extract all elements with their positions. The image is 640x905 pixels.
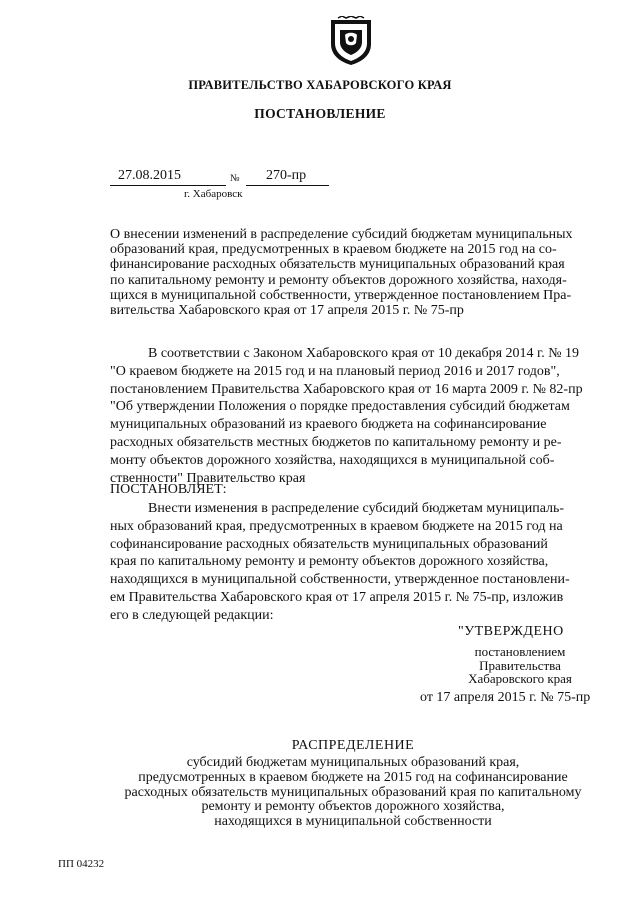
resolution-body bbox=[110, 500, 606, 625]
distribution-line: находящихся в муниципальной собственности bbox=[214, 814, 492, 830]
subject-line: финансирование расходных обязательств муниципальных образований края bbox=[110, 257, 565, 273]
approval-line: постановлением bbox=[474, 644, 566, 659]
preamble-line: "Об утверждении Положения о порядке предоставления субсидий бюджетам bbox=[110, 399, 570, 415]
approval-title: "УТВЕРЖДЕНО bbox=[458, 624, 564, 639]
document-date: 27.08.2015 bbox=[118, 168, 181, 183]
preamble-line: муниципальных образований из краевого бюджета на софинансирование bbox=[110, 417, 547, 433]
body-line: Внести изменения в распределение субсидий бюджетам муниципаль- bbox=[148, 501, 565, 516]
body-line: находящихся в муниципальной собственности, утвержденное постановлени- bbox=[110, 572, 570, 588]
distribution-subtitle bbox=[0, 756, 640, 830]
distribution-line: ремонту и ремонту объектов дорожного хозяйства, bbox=[201, 799, 505, 815]
document-number: 270-пр bbox=[266, 168, 307, 183]
distribution-line: субсидий бюджетам муниципальных образований края, bbox=[186, 755, 520, 770]
preamble bbox=[110, 345, 606, 487]
preamble-line: постановлением Правительства Хабаровского края от 16 марта 2009 г. № 82-пр bbox=[110, 381, 583, 397]
document-city: г. Хабаровск bbox=[184, 188, 243, 200]
body-line: ем Правительства Хабаровского края от 17 апреля 2015 г. № 75-пр, изложив bbox=[110, 589, 564, 605]
number-sign: № bbox=[230, 173, 240, 184]
subject-line: щихся в муниципальной собственности, утвержденное постановлением Пра- bbox=[110, 287, 572, 303]
distribution-title: РАСПРЕДЕЛЕНИЕ bbox=[291, 738, 415, 753]
body-line: края по капитальному ремонту и ремонту объектов дорожного хозяйства, bbox=[110, 554, 549, 570]
approval-block bbox=[440, 645, 600, 686]
preamble-line: монту объектов дорожного хозяйства, находящихся в муниципальной соб- bbox=[110, 452, 555, 468]
number-underline bbox=[246, 185, 329, 186]
preamble-line: В соответствии с Законом Хабаровского края от 10 декабря 2014 г. № 19 bbox=[148, 346, 580, 361]
subject-line: образований края, предусмотренных в краевом бюджете на 2015 год на со- bbox=[110, 242, 557, 258]
coat-of-arms-icon bbox=[328, 16, 374, 66]
body-line: ных образований края, предусмотренных в краевом бюджете на 2015 год на bbox=[110, 518, 563, 534]
date-underline bbox=[110, 185, 226, 186]
approval-line: Правительства bbox=[479, 657, 561, 673]
preamble-line: расходных обязательств местных бюджетов по капитальному ремонту и ре- bbox=[110, 434, 562, 450]
government-name: ПРАВИТЕЛЬСТВО ХАБАРОВСКОГО КРАЯ bbox=[188, 78, 452, 92]
body-line: софинансирование расходных обязательств муниципальных образований bbox=[110, 536, 548, 552]
body-line: его в следующей редакции: bbox=[110, 607, 274, 623]
resolves-heading: ПОСТАНОВЛЯЕТ: bbox=[110, 482, 227, 497]
distribution-line: расходных обязательств муниципальных образований края по капитальному bbox=[124, 784, 582, 800]
subject-line: вительства Хабаровского края от 17 апреля 2015 г. № 75-пр bbox=[110, 303, 464, 319]
document-subject bbox=[110, 227, 606, 318]
footer-code: ПП 04232 bbox=[58, 858, 105, 870]
distribution-line: предусмотренных в краевом бюджете на 2015 год на софинансирование bbox=[138, 769, 568, 785]
subject-line: по капитальному ремонту и ремонту объектов дорожного хозяйства, находя- bbox=[110, 272, 567, 288]
preamble-line: ственности" Правительство края bbox=[110, 470, 306, 486]
document-type: ПОСТАНОВЛЕНИЕ bbox=[254, 106, 386, 121]
subject-line: О внесении изменений в распределение субсидий бюджетам муниципальных bbox=[110, 227, 573, 242]
approval-date: от 17 апреля 2015 г. № 75-пр bbox=[420, 690, 591, 705]
approval-line: Хабаровского края bbox=[468, 671, 572, 686]
preamble-line: "О краевом бюджете на 2015 год и на плановый период 2016 и 2017 годов", bbox=[110, 363, 560, 379]
